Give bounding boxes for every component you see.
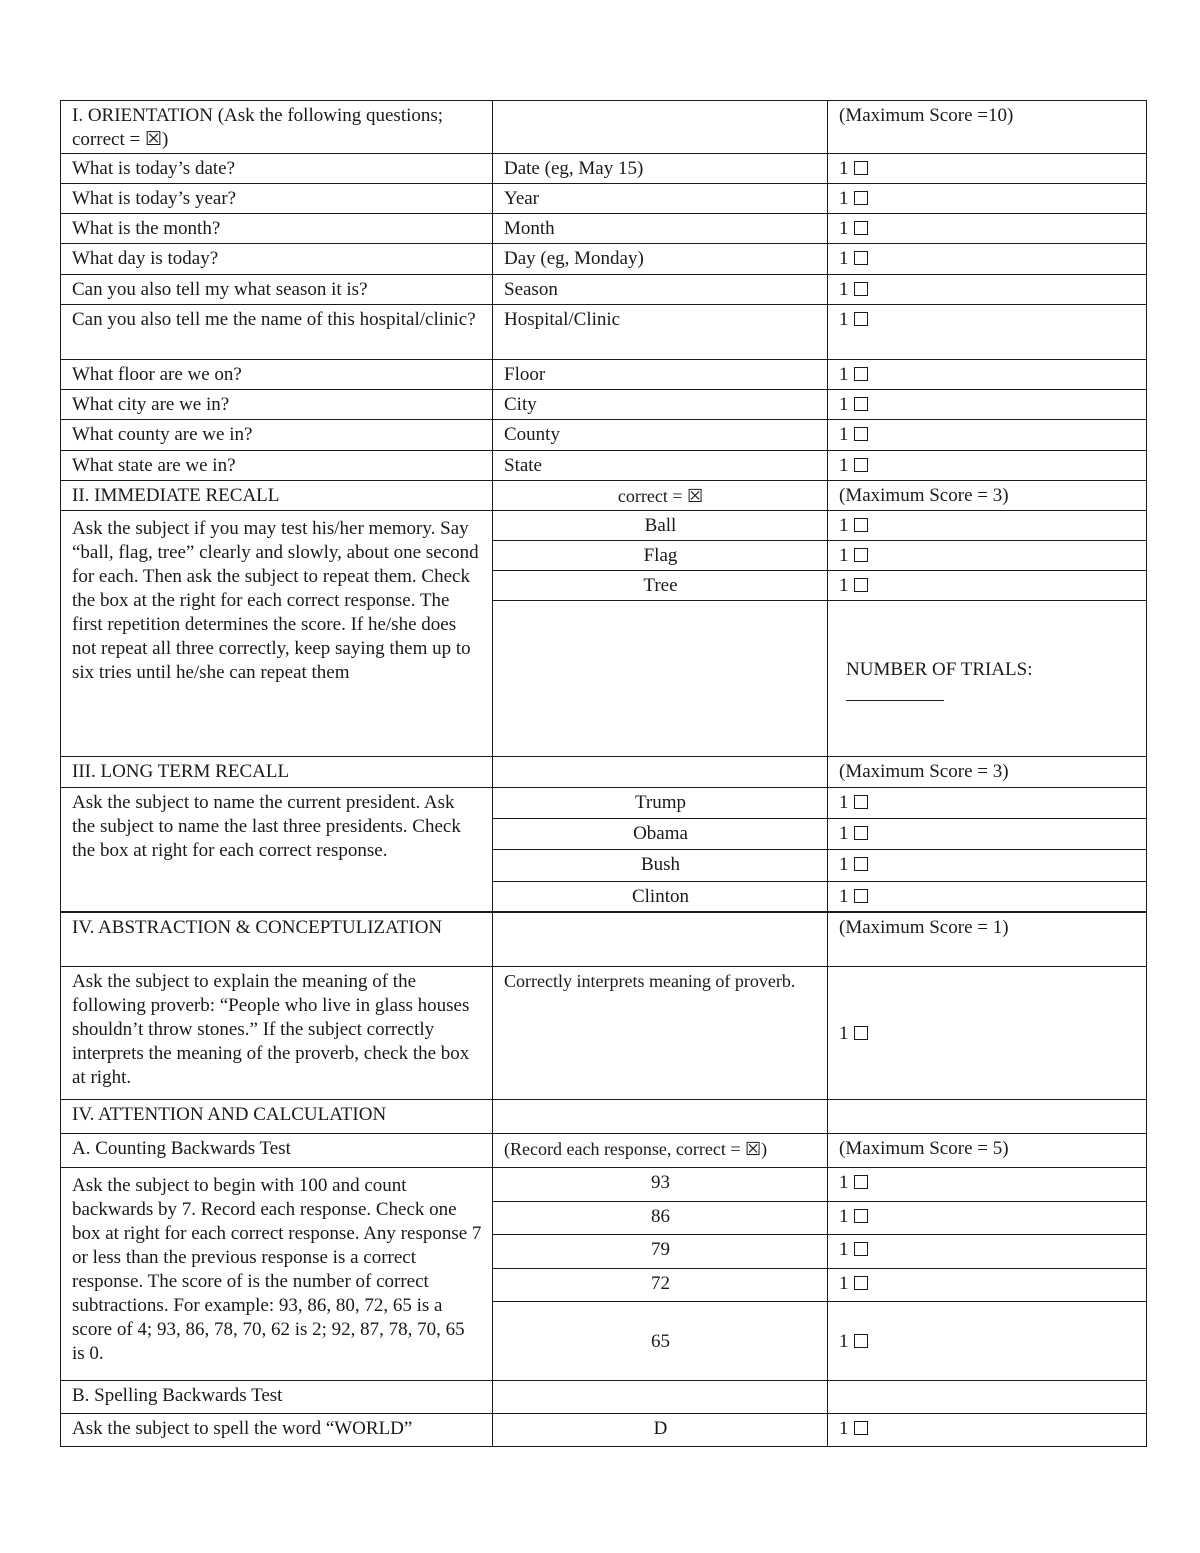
trials-label: NUMBER OF TRIALS: [846, 659, 1033, 680]
spelling-letter: D [493, 1414, 828, 1447]
checkbox[interactable] [854, 161, 868, 175]
checkbox[interactable] [854, 427, 868, 441]
empty-cell [493, 601, 828, 757]
number-of-trials[interactable] [828, 601, 1147, 757]
question-year: What is today’s year? [61, 184, 493, 214]
counting-value: 93 [493, 1168, 828, 1202]
long-term-recall-max-score: (Maximum Score = 3) [828, 757, 1147, 788]
checkbox[interactable] [854, 251, 868, 265]
score-cell[interactable] [828, 420, 1147, 451]
score-cell[interactable] [828, 788, 1147, 819]
score-cell[interactable] [828, 1269, 1147, 1302]
question-date: What is today’s date? [61, 154, 493, 184]
score-value: 1 [839, 1172, 849, 1193]
score-value: 1 [839, 455, 849, 476]
checkbox[interactable] [854, 397, 868, 411]
checkbox[interactable] [854, 191, 868, 205]
score-cell[interactable] [828, 1168, 1147, 1202]
checkbox[interactable] [854, 1334, 868, 1348]
answer-year: Year [493, 184, 828, 214]
score-value: 1 [839, 792, 849, 813]
president-name: Clinton [493, 882, 828, 912]
score-cell[interactable] [828, 184, 1147, 214]
checkbox[interactable] [854, 221, 868, 235]
checkbox[interactable] [854, 889, 868, 903]
checkbox[interactable] [854, 458, 868, 472]
abstraction-header: IV. ABSTRACTION & CONCEPTULIZATION [61, 912, 493, 967]
record-label: (Record each response, correct = ☒) [493, 1134, 828, 1168]
question-season: Can you also tell my what season it is? [61, 275, 493, 305]
score-value: 1 [839, 279, 849, 300]
long-term-recall-header: III. LONG TERM RECALL [61, 757, 493, 788]
checkbox[interactable] [854, 1421, 868, 1435]
empty-cell [493, 1381, 828, 1414]
answer-season: Season [493, 275, 828, 305]
abstraction-instructions: Ask the subject to explain the meaning of the following proverb: “People who live in glass houses shouldn’t throw stones.” If the subject correctly interprets the meaning of the proverb, check the box at right. [61, 967, 493, 1100]
president-name: Obama [493, 819, 828, 850]
score-value: 1 [839, 1239, 849, 1260]
score-value: 1 [839, 823, 849, 844]
assessment-form [60, 100, 1147, 1447]
empty-cell [493, 912, 828, 967]
score-value: 1 [839, 424, 849, 445]
score-value: 1 [839, 218, 849, 239]
score-value: 1 [839, 1418, 849, 1439]
attention-header: IV. ATTENTION AND CALCULATION [61, 1100, 493, 1134]
correct-label: correct = ☒ [493, 481, 828, 511]
immediate-recall-instructions: Ask the subject if you may test his/her memory. Say “ball, flag, tree” clearly and slowly, about one second for each. Then ask the subject to repeat them. Check the box at the right for each correct response. The first repetition determines the score. If he/she does not repeat all three correctly, keep saying them up to six tries until he/she can repeat them [61, 511, 493, 757]
counting-value: 79 [493, 1235, 828, 1269]
score-value: 1 [839, 158, 849, 179]
counting-max-score: (Maximum Score = 5) [828, 1134, 1147, 1168]
checkbox[interactable] [854, 1242, 868, 1256]
score-value: 1 [839, 188, 849, 209]
counting-backwards-header: A. Counting Backwards Test [61, 1134, 493, 1168]
spelling-instructions: Ask the subject to spell the word “WORLD” [61, 1414, 493, 1447]
answer-hospital: Hospital/Clinic [493, 305, 828, 360]
counting-value: 72 [493, 1269, 828, 1302]
checkbox[interactable] [854, 548, 868, 562]
president-name: Bush [493, 850, 828, 882]
abstraction-criterion: Correctly interprets meaning of proverb. [493, 967, 828, 1100]
checkbox[interactable] [854, 795, 868, 809]
score-value: 1 [839, 545, 849, 566]
score-cell[interactable] [828, 511, 1147, 541]
answer-day: Day (eg, Monday) [493, 244, 828, 275]
answer-floor: Floor [493, 360, 828, 390]
score-cell[interactable] [828, 244, 1147, 275]
score-cell[interactable] [828, 967, 1147, 1100]
checkbox[interactable] [854, 1209, 868, 1223]
score-value: 1 [839, 886, 849, 907]
score-value: 1 [839, 1206, 849, 1227]
score-cell[interactable] [828, 571, 1147, 601]
recall-word: Flag [493, 541, 828, 571]
immediate-recall-max-score: (Maximum Score = 3) [828, 481, 1147, 511]
score-cell[interactable] [828, 541, 1147, 571]
abstraction-max-score: (Maximum Score = 1) [828, 912, 1147, 967]
empty-cell [493, 101, 828, 154]
checkbox[interactable] [854, 1175, 868, 1189]
recall-word: Ball [493, 511, 828, 541]
empty-cell [828, 1100, 1147, 1134]
score-cell[interactable] [828, 850, 1147, 882]
checkbox[interactable] [854, 826, 868, 840]
score-cell[interactable] [828, 154, 1147, 184]
score-value: 1 [839, 515, 849, 536]
question-state: What state are we in? [61, 451, 493, 481]
counting-instructions: Ask the subject to begin with 100 and count backwards by 7. Record each response. Check one box at right for each correct response. Any response 7 or less than the previous response is a correct response. The score of is the number of correct subtractions. For example: 93, 86, 80, 72, 65 is a score of 4; 93, 86, 78, 70, 62 is 2; 92, 87, 78, 70, 65 is 0. [61, 1168, 493, 1381]
orientation-max-score: (Maximum Score =10) [828, 101, 1147, 154]
answer-city: City [493, 390, 828, 420]
trials-blank[interactable] [846, 682, 944, 701]
answer-date: Date (eg, May 15) [493, 154, 828, 184]
score-cell[interactable] [828, 214, 1147, 244]
spelling-backwards-header: B. Spelling Backwards Test [61, 1381, 493, 1414]
score-cell[interactable] [828, 882, 1147, 912]
score-value: 1 [839, 309, 849, 330]
checkbox[interactable] [854, 1026, 868, 1040]
score-cell[interactable] [828, 451, 1147, 481]
checkbox[interactable] [854, 282, 868, 296]
question-floor: What floor are we on? [61, 360, 493, 390]
checkbox[interactable] [854, 518, 868, 532]
score-value: 1 [839, 1331, 849, 1352]
checkbox[interactable] [854, 312, 868, 326]
answer-month: Month [493, 214, 828, 244]
question-county: What county are we in? [61, 420, 493, 451]
score-cell[interactable] [828, 819, 1147, 850]
question-month: What is the month? [61, 214, 493, 244]
score-cell[interactable] [828, 1414, 1147, 1447]
score-value: 1 [839, 364, 849, 385]
checkbox[interactable] [854, 857, 868, 871]
empty-cell [493, 757, 828, 788]
score-cell[interactable] [828, 1202, 1147, 1235]
score-cell[interactable] [828, 275, 1147, 305]
question-hospital: Can you also tell me the name of this hospital/clinic? [61, 305, 493, 360]
counting-value: 65 [493, 1302, 828, 1381]
checkbox[interactable] [854, 367, 868, 381]
score-cell[interactable] [828, 305, 1147, 360]
long-term-recall-instructions: Ask the subject to name the current president. Ask the subject to name the last three presidents. Check the box at right for each correct response. [61, 788, 493, 912]
recall-word: Tree [493, 571, 828, 601]
score-value: 1 [839, 1273, 849, 1294]
checkbox[interactable] [854, 578, 868, 592]
question-day: What day is today? [61, 244, 493, 275]
score-cell[interactable] [828, 390, 1147, 420]
empty-cell [493, 1100, 828, 1134]
immediate-recall-header: II. IMMEDIATE RECALL [61, 481, 493, 511]
answer-state: State [493, 451, 828, 481]
score-value: 1 [839, 575, 849, 596]
question-city: What city are we in? [61, 390, 493, 420]
score-value: 1 [839, 854, 849, 875]
checkbox[interactable] [854, 1276, 868, 1290]
president-name: Trump [493, 788, 828, 819]
counting-value: 86 [493, 1202, 828, 1235]
score-cell[interactable] [828, 360, 1147, 390]
score-value: 1 [839, 1023, 849, 1044]
score-cell[interactable] [828, 1235, 1147, 1269]
score-value: 1 [839, 394, 849, 415]
score-value: 1 [839, 248, 849, 269]
orientation-header: I. ORIENTATION (Ask the following questions; correct = ☒) [61, 101, 493, 154]
score-cell[interactable] [828, 1302, 1147, 1381]
empty-cell [828, 1381, 1147, 1414]
answer-county: County [493, 420, 828, 451]
